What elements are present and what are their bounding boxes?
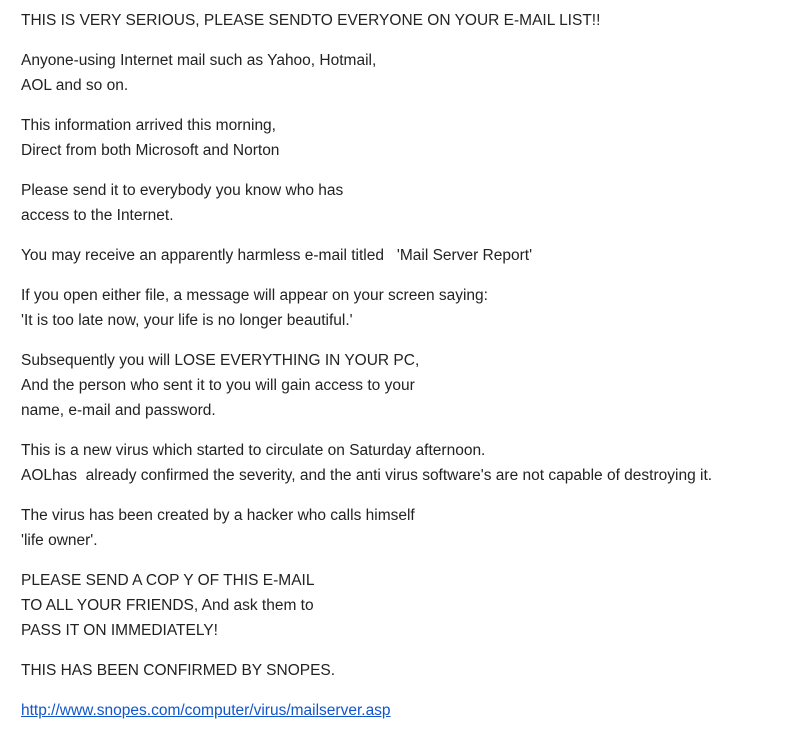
- email-paragraph: [21, 698, 781, 723]
- email-paragraph: [21, 283, 781, 333]
- email-line: Anyone-using Internet mail such as Yahoo, Hotmail,: [21, 52, 377, 69]
- email-body: [21, 8, 781, 738]
- email-line: PLEASE SEND A COP Y OF THIS E-MAIL: [21, 572, 315, 589]
- email-paragraph: [21, 348, 781, 423]
- email-line: PASS IT ON IMMEDIATELY!: [21, 622, 218, 639]
- email-line: If you open either file, a message will appear on your screen saying:: [21, 287, 488, 304]
- email-line: The virus has been created by a hacker who calls himself: [21, 507, 415, 524]
- email-line: AOLhas already confirmed the severity, and the anti virus software's are not capable of destroying it.: [21, 467, 713, 484]
- email-paragraph: [21, 178, 781, 228]
- email-line: TO ALL YOUR FRIENDS, And ask them to: [21, 597, 314, 614]
- email-paragraph: [21, 243, 781, 268]
- email-line: THIS HAS BEEN CONFIRMED BY SNOPES.: [21, 662, 336, 679]
- email-line: Subsequently you will LOSE EVERYTHING IN YOUR PC,: [21, 352, 420, 369]
- email-paragraph: [21, 48, 781, 98]
- email-paragraph: [21, 8, 781, 33]
- email-line: This is a new virus which started to circulate on Saturday afternoon.: [21, 442, 486, 459]
- snopes-link[interactable]: http://www.snopes.com/computer/virus/mailserver.asp: [21, 702, 391, 719]
- email-paragraph: [21, 438, 781, 488]
- email-line: And the person who sent it to you will gain access to your: [21, 377, 415, 394]
- email-line: name, e-mail and password.: [21, 402, 216, 419]
- email-paragraph: [21, 568, 781, 643]
- email-paragraph: [21, 113, 781, 163]
- email-line: 'life owner'.: [21, 532, 98, 549]
- email-line: access to the Internet.: [21, 207, 174, 224]
- email-paragraph: [21, 658, 781, 683]
- email-line: THIS IS VERY SERIOUS, PLEASE SENDTO EVERYONE ON YOUR E-MAIL LIST!!: [21, 12, 601, 29]
- email-line: You may receive an apparently harmless e-mail titled 'Mail Server Report': [21, 247, 533, 264]
- email-line: Direct from both Microsoft and Norton: [21, 142, 280, 159]
- email-line: 'It is too late now, your life is no longer beautiful.': [21, 312, 353, 329]
- email-line: This information arrived this morning,: [21, 117, 276, 134]
- email-line: Please send it to everybody you know who has: [21, 182, 344, 199]
- email-paragraph: [21, 503, 781, 553]
- email-line: AOL and so on.: [21, 77, 129, 94]
